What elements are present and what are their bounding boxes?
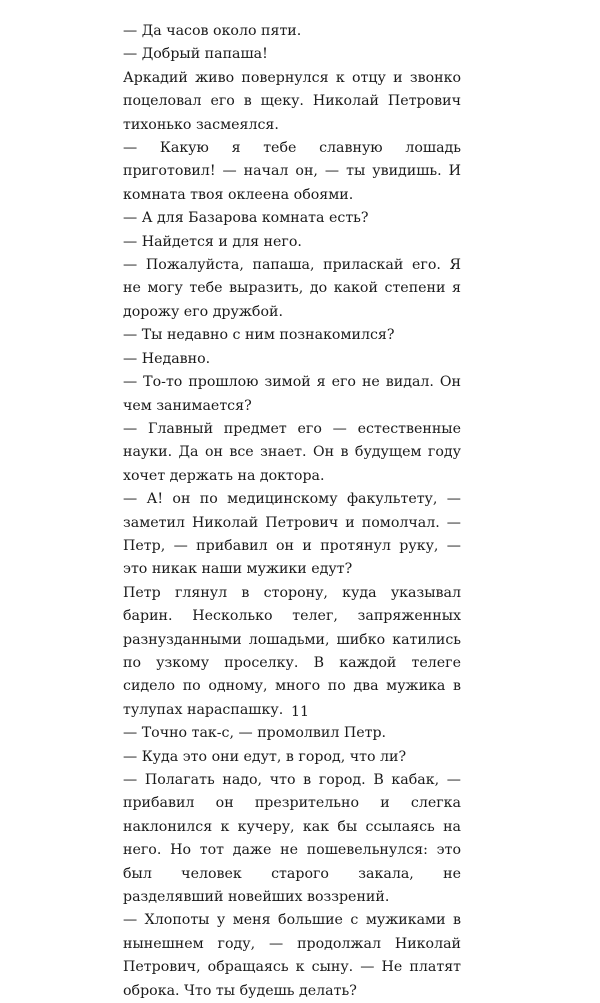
paragraph-12: — А! он по медицинскому факультету, — заметил Николай Петрович и помолчал. — Петр, — прибавил он и протянул руку, — это никак наши мужики едут? [123,491,461,578]
paragraph-9: — Недавно. [123,350,211,367]
page-number: 11 [290,704,310,720]
paragraph-17: — Хлопоты у меня большие с мужиками в нынешнем году, — продолжал Николай Петрович, обращаясь к сыну. — Не платят оброка. Что ты будешь делать? [123,912,461,999]
paragraph-5: — А для Базарова комната есть? [123,210,369,227]
paragraph-13: Петр глянул в сторону, куда указывал барин. Несколько телег, запряженных разнузданными лошадьми, шибко катились по узкому проселку. В каждой телеге сидело по одному, много по два мужика в тулупах нараспашку. [123,584,461,718]
paragraph-6: — Найдется и для него. [123,233,302,250]
paragraph-10: — То-то прошлою зимой я его не видал. Он чем занимается? [123,374,461,414]
paragraph-1: — Да часов около пяти. [123,23,302,39]
paragraph-8: — Ты недавно с ним познакомился? [123,327,395,344]
paragraph-16: — Полагать надо, что в город. В кабак, — прибавил он презрительно и слегка наклонился к кучеру, как бы ссылаясь на него. Но тот даже не пошевельнулся: это был человек старого закала, не разделявший новейших воззрений. [123,772,461,906]
paragraph-11: — Главный предмет его — естественные науки. Да он все знает. Он в будущем году хочет держать на доктора. [123,420,461,484]
paragraph-4: — Какую я тебе славную лошадь приготовил! — начал он, — ты увидишь. И комната твоя оклеена обоями. [123,140,461,203]
paragraph-14: — Точно так-с, — промолвил Петр. [123,725,387,742]
paragraph-3: Аркадий живо повернулся к отцу и звонко поцеловал его в щеку. Николай Петрович тихонько засмеялся. [123,69,461,133]
paragraph-2: — Добрый папаша! [123,46,268,63]
paragraph-15: — Куда это они едут, в город, что ли? [123,748,407,765]
paragraph-7: — Пожалуйста, папаша, приласкай его. Я не могу тебе выразить, до какой степени я дорожу его дружбой. [123,257,461,320]
book-page-text [123,20,461,1003]
